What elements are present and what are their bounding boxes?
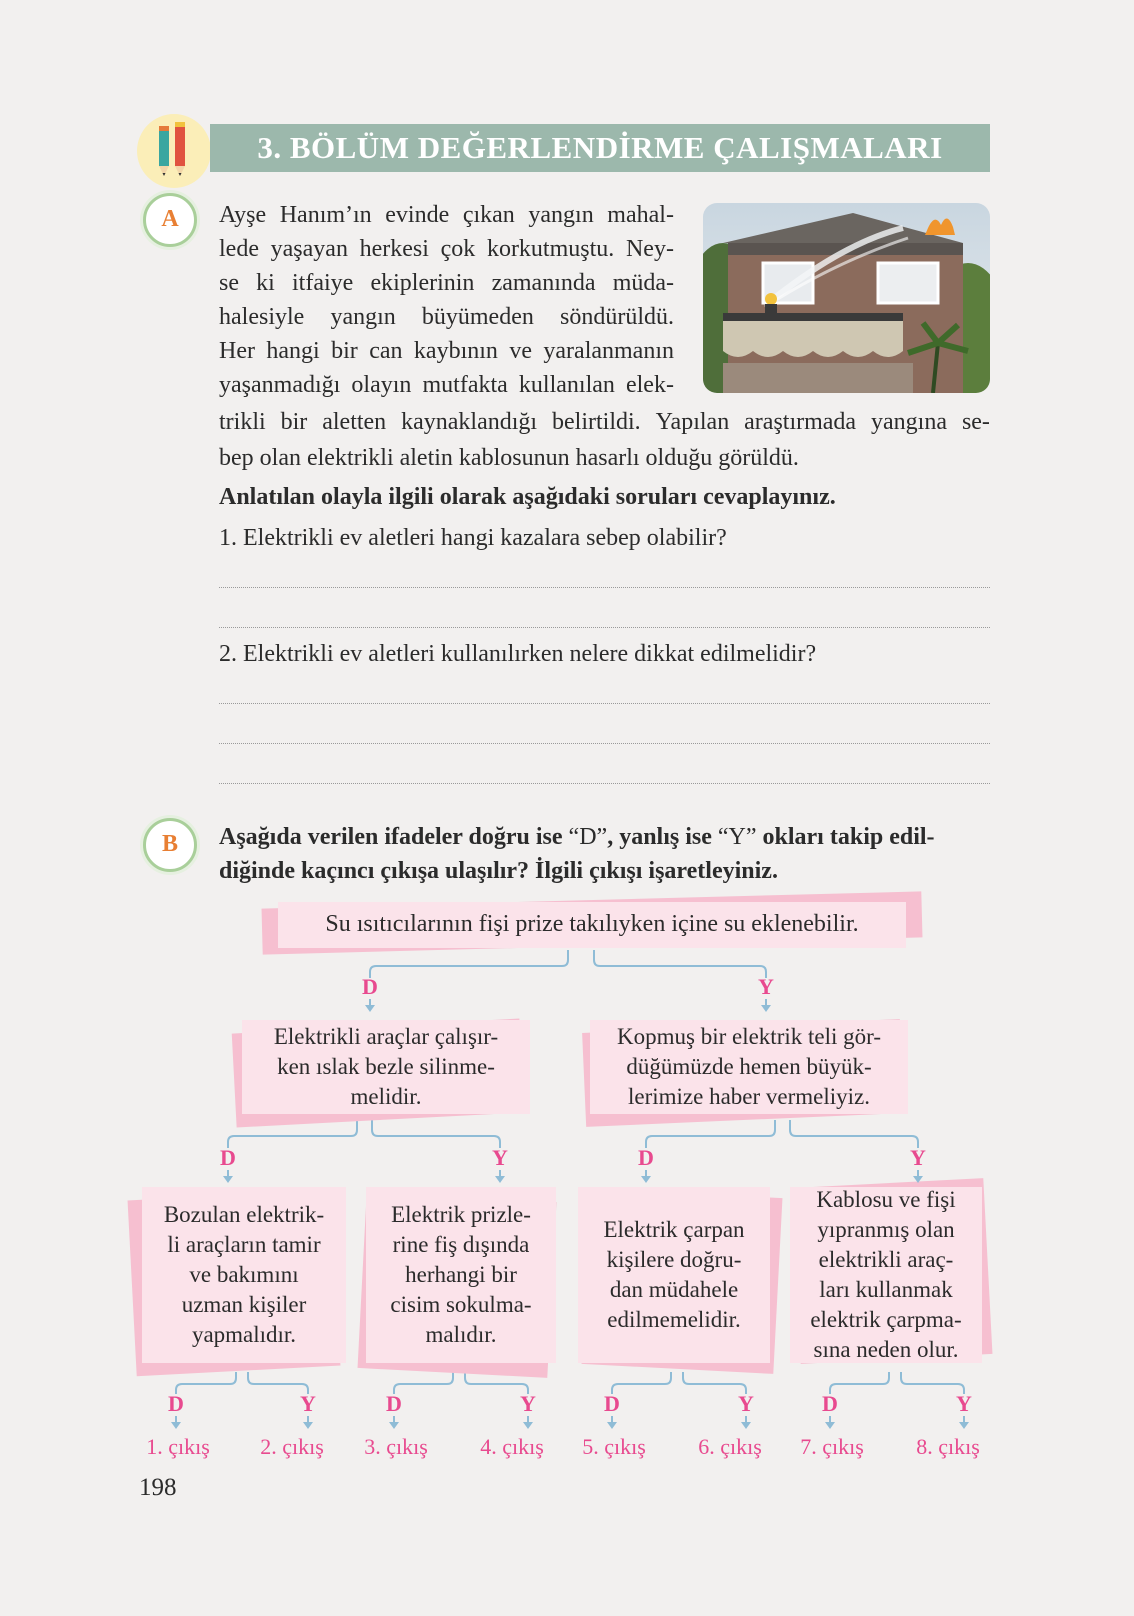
- false-label: Y: [300, 1391, 316, 1416]
- word: Yapılan: [655, 409, 730, 435]
- arrow-down-icon: [759, 999, 773, 1013]
- word: herkesi: [359, 236, 429, 262]
- word: itfaiye: [291, 270, 354, 296]
- exit-option-7[interactable]: 7. çıkış: [800, 1434, 864, 1459]
- exit-option-2[interactable]: 2. çıkış: [260, 1434, 324, 1459]
- exit-option-5[interactable]: 5. çıkış: [582, 1434, 646, 1459]
- card-line: düğümüzde hemen büyük-: [626, 1054, 872, 1079]
- card-line: malıdır.: [425, 1322, 497, 1347]
- true-label: D: [638, 1145, 654, 1170]
- word: çok: [440, 236, 476, 262]
- arrow-down-icon: [739, 1416, 753, 1430]
- card-line: ken ıslak bezle silinme-: [277, 1054, 495, 1079]
- statement-card: [242, 1020, 530, 1114]
- arrow-down-icon: [493, 1170, 507, 1184]
- exit-option-8[interactable]: 8. çıkış: [916, 1434, 980, 1459]
- arrow-down-icon: [521, 1416, 535, 1430]
- word: bir: [331, 338, 358, 364]
- true-label: D: [604, 1391, 620, 1416]
- word: Ayşe: [219, 202, 267, 228]
- instr-part: , yanlış ise: [607, 824, 712, 850]
- instr-part: okları takip edil-: [756, 824, 935, 850]
- word: mutfakta: [422, 372, 508, 398]
- arrow-down-icon: [387, 1416, 401, 1430]
- word: çıkan: [462, 202, 515, 228]
- instruction-b-line2: diğinde kaçıncı çıkışa ulaşılır? İlgili çıkışı işaretleyiniz.: [219, 858, 778, 884]
- card-line: li araçların tamir: [167, 1232, 321, 1257]
- word: Hanım’ın: [279, 202, 372, 228]
- word: ekiplerinin: [370, 270, 475, 296]
- word: bep olan elektrikli aletin kablosunun hasarlı olduğu görüldü.: [219, 445, 799, 471]
- word: aletten: [322, 409, 387, 435]
- word: halesiyle: [219, 304, 305, 330]
- word: se: [219, 270, 239, 296]
- arrow-down-icon: [957, 1416, 971, 1430]
- arrow-down-icon: [169, 1416, 183, 1430]
- card-line: edilmemelidir.: [607, 1307, 741, 1332]
- word: yaralanmanın: [543, 338, 674, 364]
- false-label: Y: [520, 1391, 536, 1416]
- statement-card: [142, 1187, 346, 1363]
- statement-card: [366, 1187, 556, 1363]
- word: mahal-: [607, 202, 674, 228]
- arrow-down-icon: [823, 1416, 837, 1430]
- card-line: sına neden olur.: [813, 1337, 959, 1362]
- instr-part: Aşağıda verilen ifadeler doğru ise: [219, 824, 563, 850]
- exit-option-3[interactable]: 3. çıkış: [364, 1434, 428, 1459]
- false-label: Y: [738, 1391, 754, 1416]
- exit-option-1[interactable]: 1. çıkış: [146, 1434, 210, 1459]
- card-line: elektrik çarpma-: [810, 1307, 962, 1332]
- card-line: dan müdahele: [609, 1277, 739, 1302]
- false-label: Y: [910, 1145, 926, 1170]
- card-line: Elektrik prizle-: [391, 1202, 531, 1227]
- word: se-: [961, 409, 990, 435]
- section-title: 3. BÖLÜM DEĞERLENDİRME ÇALIŞMALARI: [257, 130, 943, 165]
- true-label: D: [220, 1145, 236, 1170]
- word: kaynaklandığı: [401, 409, 538, 435]
- arrow-down-icon: [639, 1170, 653, 1184]
- true-label: D: [822, 1391, 838, 1416]
- question-2: 2. Elektrikli ev aletleri kullanılırken nelere dikkat edilmelidir?: [219, 641, 817, 667]
- statement-card: [590, 1020, 908, 1114]
- true-label: D: [168, 1391, 184, 1416]
- exit-option-6[interactable]: 6. çıkış: [698, 1434, 762, 1459]
- word: büyümeden: [421, 304, 534, 330]
- word: müda-: [612, 270, 674, 296]
- arrow-down-icon: [605, 1416, 619, 1430]
- word: söndürüldü.: [560, 304, 674, 330]
- word: Ney-: [625, 236, 674, 262]
- card-line: kişilere doğru-: [606, 1247, 742, 1272]
- word: kaybının: [413, 338, 498, 364]
- arrow-down-icon: [911, 1170, 925, 1184]
- card-line: rine fiş dışında: [392, 1232, 530, 1257]
- card-line: Kablosu ve fişi: [816, 1187, 956, 1212]
- card-line: Elektrikli araçlar çalışır-: [273, 1024, 499, 1049]
- false-label: Y: [758, 974, 774, 999]
- instr-part: “Y”: [711, 824, 757, 850]
- word: yangın: [330, 304, 396, 330]
- word: elek-: [625, 372, 674, 398]
- page-number: 198: [139, 1474, 177, 1501]
- arrow-down-icon: [221, 1170, 235, 1184]
- card-line: cisim sokulma-: [390, 1292, 532, 1317]
- statement-card: [790, 1187, 982, 1363]
- card-line: herhangi bir: [405, 1262, 517, 1287]
- word: can: [369, 338, 403, 364]
- word: olayın: [351, 372, 412, 398]
- true-label: D: [362, 974, 378, 999]
- word: araştırmada: [744, 409, 857, 435]
- section-b-badge: B: [143, 818, 197, 872]
- word: ve: [509, 338, 532, 364]
- false-label: Y: [492, 1145, 508, 1170]
- word: yangın: [528, 202, 594, 228]
- card-line: Bozulan elektrik-: [163, 1202, 325, 1227]
- question-1: 1. Elektrikli ev aletleri hangi kazalara sebep olabilir?: [219, 525, 727, 551]
- card-line: ve bakımını: [189, 1262, 299, 1287]
- word: zamanında: [491, 270, 596, 296]
- word: bir: [280, 409, 308, 435]
- word: trikli: [219, 409, 266, 435]
- section-a-badge: A: [143, 193, 197, 247]
- word: hangi: [266, 338, 320, 364]
- word: korkutmuştu.: [486, 236, 615, 262]
- exit-option-4[interactable]: 4. çıkış: [480, 1434, 544, 1459]
- word: ki: [256, 270, 275, 296]
- card-line: ları kullanmak: [819, 1277, 953, 1302]
- instr-part: “D”: [562, 824, 608, 850]
- card-line: melidir.: [350, 1084, 422, 1109]
- card-line: uzman kişiler: [181, 1292, 307, 1317]
- card-line: Elektrik çarpan: [603, 1217, 745, 1242]
- card-line: elektrikli araç-: [818, 1247, 954, 1272]
- word: belirtildi.: [552, 409, 641, 435]
- word: evinde: [385, 202, 450, 228]
- word: yaşayan: [270, 236, 348, 262]
- word: yaşanmadığı: [219, 372, 341, 398]
- statement-card: [578, 1187, 770, 1363]
- word: yangına: [871, 409, 947, 435]
- card-line: yapmalıdır.: [191, 1322, 297, 1347]
- false-label: Y: [956, 1391, 972, 1416]
- root-statement-card: Su ısıtıcılarının fişi prize takılıyken içine su eklenebilir.: [278, 902, 906, 948]
- true-label: D: [386, 1391, 402, 1416]
- word: kullanılan: [518, 372, 615, 398]
- word: lede: [219, 236, 259, 262]
- card-line: yıpranmış olan: [817, 1217, 955, 1242]
- arrow-down-icon: [363, 999, 377, 1013]
- card-line: Kopmuş bir elektrik teli gör-: [617, 1024, 881, 1049]
- arrow-down-icon: [301, 1416, 315, 1430]
- instruction-a: Anlatılan olayla ilgili olarak aşağıdaki soruları cevaplayınız.: [219, 484, 836, 510]
- card-line: lerimize haber vermeliyiz.: [627, 1084, 871, 1109]
- word: Her: [219, 338, 255, 364]
